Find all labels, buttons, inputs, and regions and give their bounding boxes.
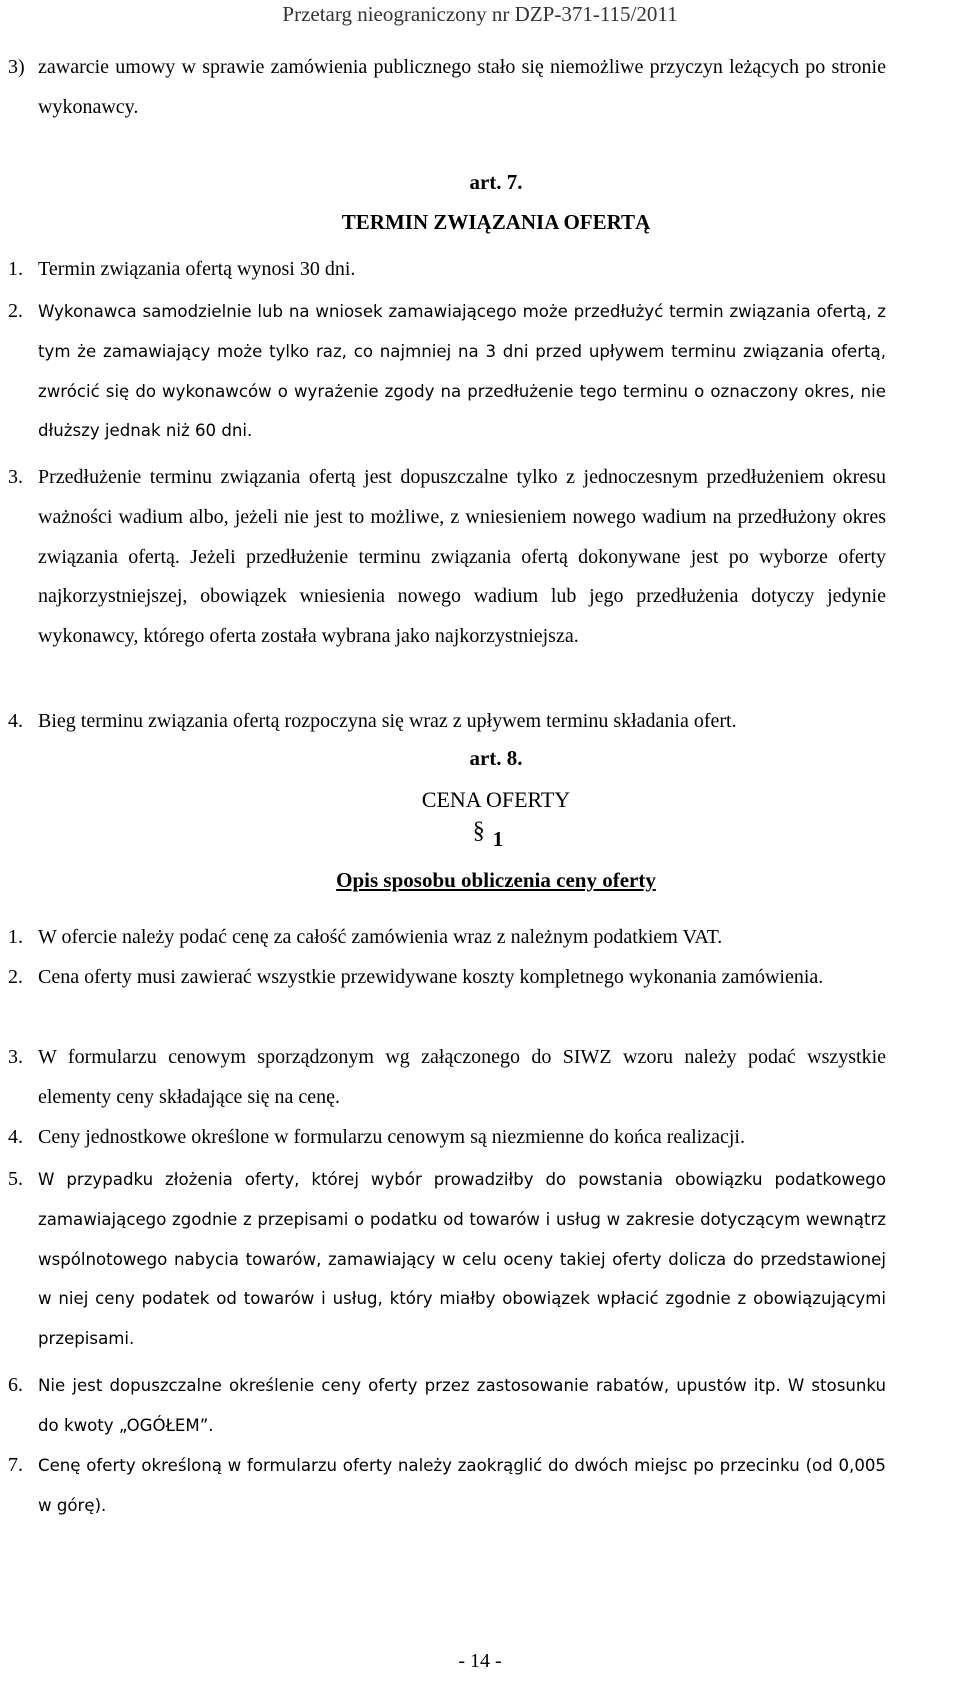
page-header: Przetarg nieograniczony nr DZP-371-115/2011 [282,2,678,26]
list-item [8,702,886,742]
item-number: 3. [8,466,23,488]
article-label: art. 8. [469,746,523,770]
list-item [8,1118,886,1158]
article-title: TERMIN ZWIĄZANIA OFERTĄ [341,210,651,234]
list-item [8,292,886,451]
item-text: Cenę oferty określoną w formularzu oferty należy zaokrąglić do dwóch miejsc po przecinku (od 0,005 w górę). [38,1456,886,1515]
item-text: W ofercie należy podać cenę za całość zamówienia wraz z należnym podatkiem VAT. [38,926,723,948]
list-item [8,1160,886,1359]
article-title: CENA OFERTY [421,787,571,812]
item-text: W formularzu cenowym sporządzonym wg załączonego do SIWZ wzoru należy podać wszystkie elementy ceny składające się na cenę. [38,1046,886,1108]
item-text: Wykonawca samodzielnie lub na wniosek zamawiającego może przedłużyć termin związania ofertą, z tym że zamawiający może tylko raz, co najmniej na 3 dni przed upływem terminu związania ofertą, zwrócić się do wykonawców o wyrażenie zgody na przedłużenie tego terminu o oznaczony okres, nie dłuższy jednak niż 60 dni. [38,302,886,441]
item-number: 4. [8,1126,23,1148]
item-number: 7. [8,1454,23,1476]
list-item [8,48,886,128]
list-item [8,1038,886,1118]
section-title: Opis sposobu obliczenia ceny oferty [336,868,656,892]
list-item [8,1446,886,1526]
item-text: zawarcie umowy w sprawie zamówienia publicznego stało się niemożliwe przyczyn leżących po stronie wykonawcy. [38,56,886,118]
list-item [8,458,886,657]
item-text: Cena oferty musi zawierać wszystkie przewidywane koszty kompletnego wykonania zamówienia. [38,966,824,988]
section-sign: § [472,818,485,844]
item-number: 5. [8,1168,23,1190]
item-text: Termin związania ofertą wynosi 30 dni. [38,258,356,280]
item-number: 3. [8,1046,23,1068]
list-item [8,958,886,998]
item-text: Nie jest dopuszczalne określenie ceny oferty przez zastosowanie rabatów, upustów itp. W stosunku do kwoty „OGÓŁEM”. [38,1376,886,1435]
page-number: - 14 - [458,1650,502,1672]
item-number: 2. [8,300,23,322]
item-number: 4. [8,710,23,732]
item-text: W przypadku złożenia oferty, której wybór prowadziłby do powstania obowiązku podatkowego zamawiającego zgodnie z przepisami o podatku od towarów i usług w zakresie dotyczącym wewnątrz wspólnotowego nabycia towarów, zamawiający w celu oceny takiej oferty dolicza do przedstawionej w niej ceny podatek od towarów i usług, który miałby obowiązek wpłacić zgodnie z obowiązującymi przepisami. [38,1170,886,1349]
article-label: art. 7. [469,170,523,194]
list-item [8,918,886,958]
item-text: Przedłużenie terminu związania ofertą jest dopuszczalne tylko z jednoczesnym przedłużeniem okresu ważności wadium albo, jeżeli nie jest to możliwe, z wniesieniem nowego wadium na przedłużony okres związania ofertą. Jeżeli przedłużenie terminu związania ofertą dokonywane jest po wyborze oferty najkorzystniejszej, obowiązek wniesienia nowego wadium lub jego przedłużenia dotyczy jedynie wykonawcy, którego oferta została wybrana jako najkorzystniejsza. [38,466,886,648]
item-number: 1. [8,258,23,280]
section-number: 1 [492,827,504,851]
list-item [8,250,886,290]
item-text: Bieg terminu związania ofertą rozpoczyna się wraz z upływem terminu składania ofert. [38,710,737,732]
list-item [8,1366,886,1446]
item-number: 6. [8,1374,23,1396]
item-number: 2. [8,966,23,988]
item-text: Ceny jednostkowe określone w formularzu cenowym są niezmienne do końca realizacji. [38,1126,745,1148]
item-number: 1. [8,926,23,948]
section-heading [0,818,960,853]
item-number: 3) [8,56,25,78]
